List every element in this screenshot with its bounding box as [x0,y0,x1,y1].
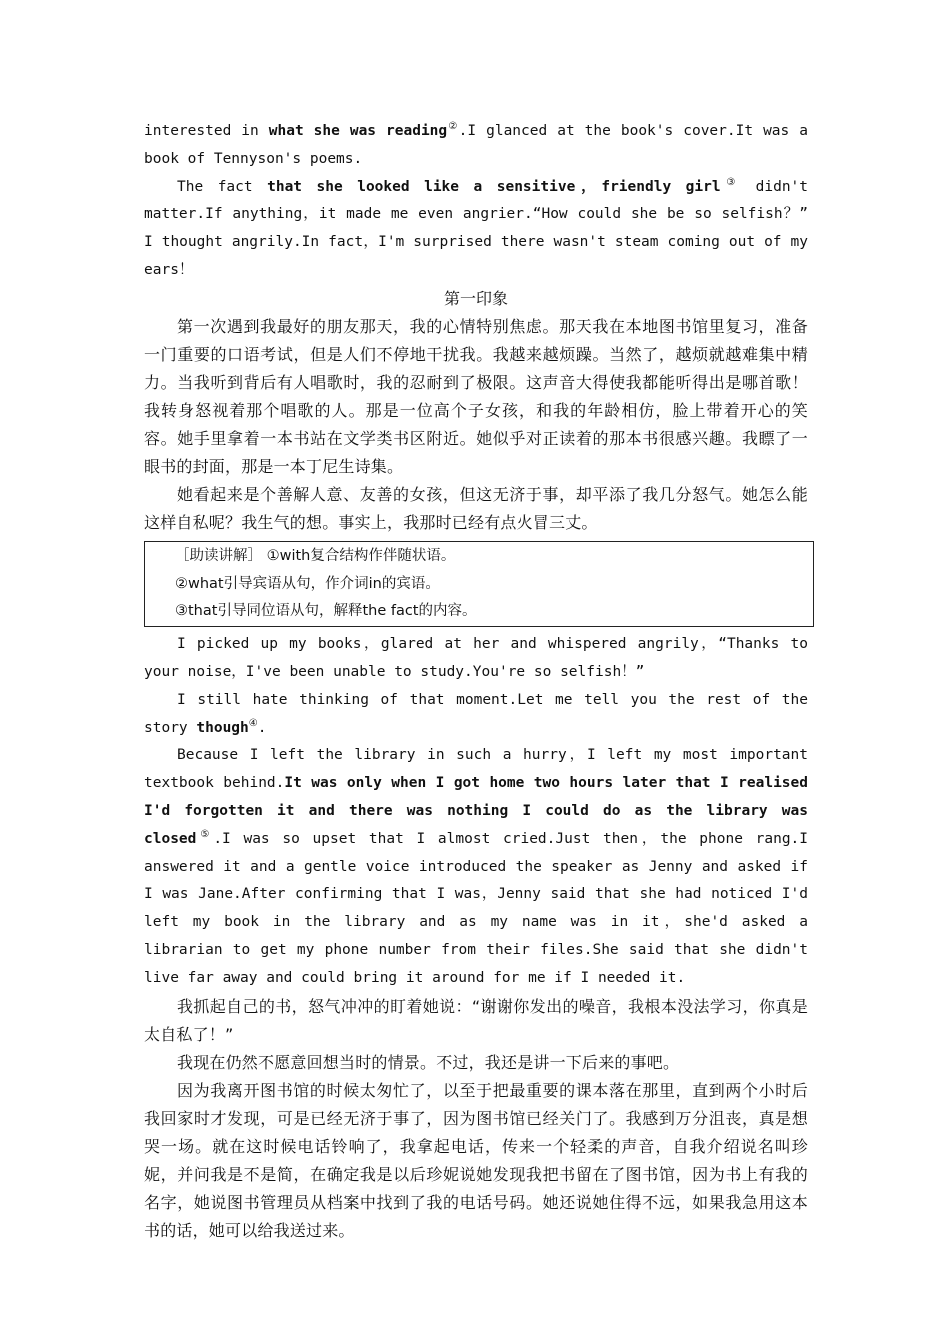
chinese-paragraph-4: 我现在仍然不愿意回想当时的情景。不过，我还是讲一下后来的事吧。 [177,1052,680,1072]
highlighted-phrase: that she looked like a sensitive，friendly girl [267,178,721,195]
chinese-paragraph-5: 因为我离开图书馆的时候太匆忙了，以至于把最重要的课本落在那里，直到两个小时后我回家时才发现，可是已经无济于事了，因为图书馆已经关门了。我感到万分沮丧，真是想哭一场。就在这时候电话铃响了，我拿起电话，传来一个轻柔的声音，自我介绍说名叫珍妮，并问我是不是简，在确定我是以后珍妮说她发现我把书留在了图书馆，因为书上有我的名字，她说图书管理员从档案中找到了我的电话号码。她还说她住得不远，如果我急用这本书的话，她可以给我送过来。 [144,1080,808,1240]
english-paragraph-5 [144,742,808,992]
text: didn't matter.If anything，it made me even angrier.“How could she be so selfish？” I thought angrily.In fact，I'm surprised there wasn't steam coming out of my ears！ [144,178,809,278]
text: The fact [177,178,268,195]
text: Because I left the library in such a hurry，I left my most important textbook behind. [144,747,808,792]
english-paragraph-2 [144,174,808,285]
text: interested in [144,123,269,139]
chinese-paragraph-2: 她看起来是个善解人意、友善的女孩，但这无济于事，却平添了我几分怒气。她怎么能这样自私呢？我生气的想。事实上，我那时已经有点火冒三丈。 [144,484,808,532]
chinese-paragraph-1: 第一次遇到我最好的朋友那天，我的心情特别焦虑。那天我在本地图书馆里复习，准备一门重要的口语考试，但是人们不停地干扰我。我越来越烦躁。当然了，越烦就越难集中精力。当我听到背后有人唱歌时，我的忍耐到了极限。这声音大得使我都能听得出是哪首歌！我转身怒视着那个唱歌的人。那是一位高个子女孩，和我的年龄相仿，脸上带着开心的笑容。她手里拿着一本书站在文学类书区附近。她似乎对正读着的那本书很感兴趣。我瞟了一眼书的封面，那是一本丁尼生诗集。 [144,316,808,476]
english-paragraph-1 [144,118,808,174]
note-line-1: ［助读讲解］ ①with复合结构作伴随状语。 [175,547,456,564]
highlighted-phrase: It was only when I got home two hours later that I realised I'd forgotten it and there was nothing I could do as the library was closed [144,775,808,847]
chinese-paragraph-3: 我抓起自己的书，怒气冲冲的盯着她说：“谢谢你发出的噪音，我根本没法学习，你真是太自私了！” [144,996,808,1044]
footnote-marker: ⑤ [196,828,214,840]
note-line-3: ③that引导同位语从句，解释the fact的内容。 [175,603,477,620]
highlighted-phrase: though [196,719,249,736]
translation-title: 第一印象 [443,288,508,308]
text: . [257,719,267,736]
english-paragraph-4 [144,687,808,743]
reading-notes-box [144,541,814,627]
english-paragraph-3: I picked up my books，glared at her and whispered angrily，“Thanks to your noise，I've been unable to study.You're so selfish！” [144,636,808,680]
footnote-marker: ② [447,121,459,132]
footnote-marker: ③ [720,176,742,188]
highlighted-phrase: what she was reading [268,123,448,139]
document-page [144,118,808,1245]
text: .I was so upset that I almost cried.Just then，the phone rang.I answered it and a gentle voice introduced the speaker as Jenny and asked if I was Jane.After confirming that I was，Jenny said that she had noticed I'd left my book in the library and as my name was in it，she'd asked a librarian to get my phone number from their files.She said that she didn't live far away and could bring it around for me if I needed it. [144,830,809,986]
footnote-marker: ④ [248,717,258,729]
text: .I glanced at the book's cover.It was a book of Tennyson's poems. [144,123,808,167]
text: I still hate thinking of that moment.Let me tell you the rest of the story [144,691,808,736]
note-line-2: ②what引导宾语从句，作介词in的宾语。 [175,575,440,592]
